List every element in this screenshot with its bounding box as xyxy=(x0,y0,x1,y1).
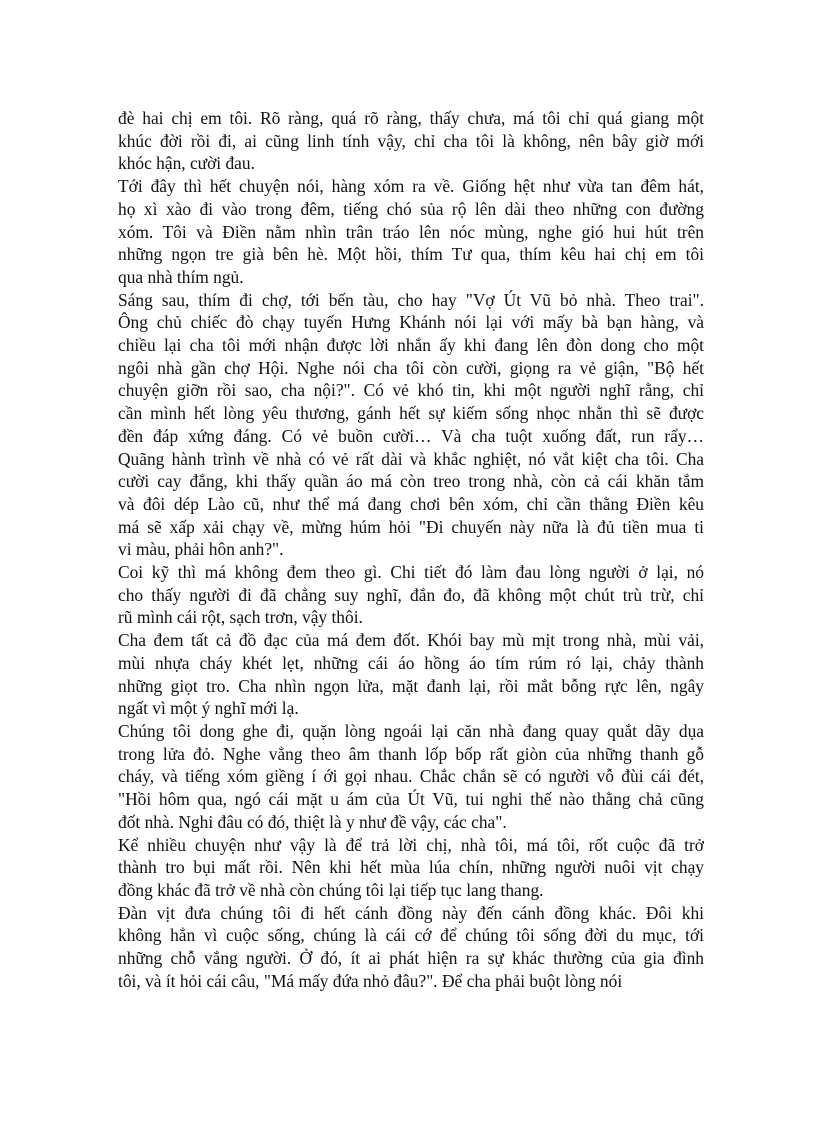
text-line: những ngọn tre già bên hè. Một hồi, thím Tư qua, thím kêu hai chị em tôi xyxy=(118,244,704,265)
text-line: đốt nhà. Nghi đâu có đó, thiệt là y như đề vậy, các cha". xyxy=(118,811,507,832)
text-line: thành tro bụi mất rồi. Nên khi hết mùa lúa chín, những người nuôi vịt chạy xyxy=(118,857,704,878)
text-line: cần mình hết lòng yêu thương, gánh hết sự kiếm sống nhọc nhằn thì sẽ được xyxy=(118,403,704,424)
text-line: chuyện giỡn rồi sao, cha nội?". Có vẻ khó tin, khi một người nghĩ rằng, chỉ xyxy=(118,380,704,401)
text-line: Ông chủ chiếc đò chạy tuyến Hưng Khánh nói lại với mấy bà bạn hàng, và xyxy=(118,312,704,333)
paragraph xyxy=(118,107,704,175)
paragraph xyxy=(118,834,704,902)
paragraph xyxy=(118,561,704,629)
text-line: ngôi nhà gần chợ Hội. Nghe nói cha tôi còn cười, giọng ra vẻ giận, "Bộ hết xyxy=(118,357,704,378)
text-line: và đôi dép Lào cũ, như thể má đang chơi bên xóm, chỉ cần thằng Điền kêu xyxy=(118,493,704,514)
text-line: họ xì xào đi vào trong đêm, tiếng chó sủa rộ lên dài theo những con đường xyxy=(118,198,704,219)
text-line: những chỗ vắng người. Ở đó, ít ai phát hiện ra sự khác thường của gia đình xyxy=(118,948,704,969)
text-line: "Hồi hôm qua, ngó cái mặt u ám của Út Vũ, tui nghi thế nào thằng chả cũng xyxy=(118,789,704,810)
body-text xyxy=(118,107,704,992)
text-line: trong lửa đỏ. Nghe vẳng theo âm thanh lốp bốp rất giòn của những thanh gỗ xyxy=(118,743,704,764)
text-line: đè hai chị em tôi. Rõ ràng, quá rõ ràng, thấy chưa, má tôi chỉ quá giang một xyxy=(118,108,704,128)
text-line: vi màu, phải hôn anh?". xyxy=(118,539,284,560)
text-line: những giọt tro. Cha nhìn ngọn lửa, mặt đanh lại, rồi mắt bỗng rực lên, ngây xyxy=(118,675,704,696)
text-line: đồng khác đã trở về nhà còn chúng tôi lại tiếp tục lang thang. xyxy=(118,879,544,900)
text-line: xóm. Tôi và Điền nằm nhìn trân tráo lên nóc mùng, nghe gió hui hút trên xyxy=(118,221,704,242)
text-line: cháy, và tiếng xóm giềng í ới gọi nhau. Chắc chắn sẽ có người vỗ đùi cái đét, xyxy=(118,766,704,787)
text-line: Sáng sau, thím đi chợ, tới bến tàu, cho hay "Vợ Út Vũ bỏ nhà. Theo trai". xyxy=(118,289,704,310)
text-line: tôi, và ít hỏi cái câu, "Má mấy đứa nhỏ đâu?". Để cha phải buột lòng nói xyxy=(118,970,623,991)
text-line: má sẽ xấp xải chạy về, mừng húm hỏi "Đi chuyến này nữa là đủ tiền mua ti xyxy=(118,516,704,537)
paragraph xyxy=(118,175,704,289)
paragraph xyxy=(118,629,704,720)
text-line: Chúng tôi dong ghe đi, quặn lòng ngoái lại căn nhà đang quay quắt dãy dụa xyxy=(118,720,704,741)
text-line: Quãng hành trình về nhà có vẻ rất dài và khắc nghiệt, nó vắt kiệt cha tôi. Cha xyxy=(118,448,704,469)
text-line: đền đáp xứng đáng. Có vẻ buồn cười… Và cha tuột xuống đất, run rẩy… xyxy=(118,425,704,446)
paragraph xyxy=(118,720,704,834)
text-line: Coi kỹ thì má không đem theo gì. Chi tiết đó làm đau lòng người ở lại, nó xyxy=(118,562,704,583)
text-line: cho thấy người đi đã chẳng suy nghĩ, đắn đo, đã không một chút trù trừ, chỉ xyxy=(118,584,704,605)
text-line: Cha đem tất cả đồ đạc của má đem đốt. Khói bay mù mịt trong nhà, mùi vải, xyxy=(118,630,704,651)
text-line: Tới đây thì hết chuyện nói, hàng xóm ra về. Giống hệt như vừa tan đêm hát, xyxy=(118,176,704,197)
text-line: ngất vì một ý nghĩ mới lạ. xyxy=(118,698,299,719)
text-line: rũ mình cái rột, sạch trơn, vậy thôi. xyxy=(118,607,363,628)
text-line: chiều lại cha tôi mới nhận được lời nhắn ấy khi đang lên đòn dong cho một xyxy=(118,335,704,356)
text-line: Kể nhiều chuyện như vậy là để trả lời chị, nhà tôi, má tôi, rốt cuộc đã trở xyxy=(118,834,704,855)
text-line: mùi nhựa cháy khét lẹt, những cái áo hồng áo tím rúm ró lại, chảy thành xyxy=(118,652,704,673)
text-line: không hẳn vì cuộc sống, chúng là cái cớ để chúng tôi sống đời du mục, tới xyxy=(118,925,704,946)
paragraph xyxy=(118,289,704,561)
text-line: qua nhà thím ngủ. xyxy=(118,266,244,287)
text-line: khóc hận, cười đau. xyxy=(118,153,255,174)
text-line: cười cay đắng, khi thấy quần áo má còn treo trong nhà, còn cả cái khăn tắm xyxy=(118,471,704,492)
text-line: khúc đời rồi đi, ai cũng linh tính vậy, chỉ cha tôi là không, nên bây giờ mới xyxy=(118,130,704,151)
text-line: Đàn vịt đưa chúng tôi đi hết cánh đồng này đến cánh đồng khác. Đôi khi xyxy=(118,902,704,923)
paragraph xyxy=(118,902,704,993)
